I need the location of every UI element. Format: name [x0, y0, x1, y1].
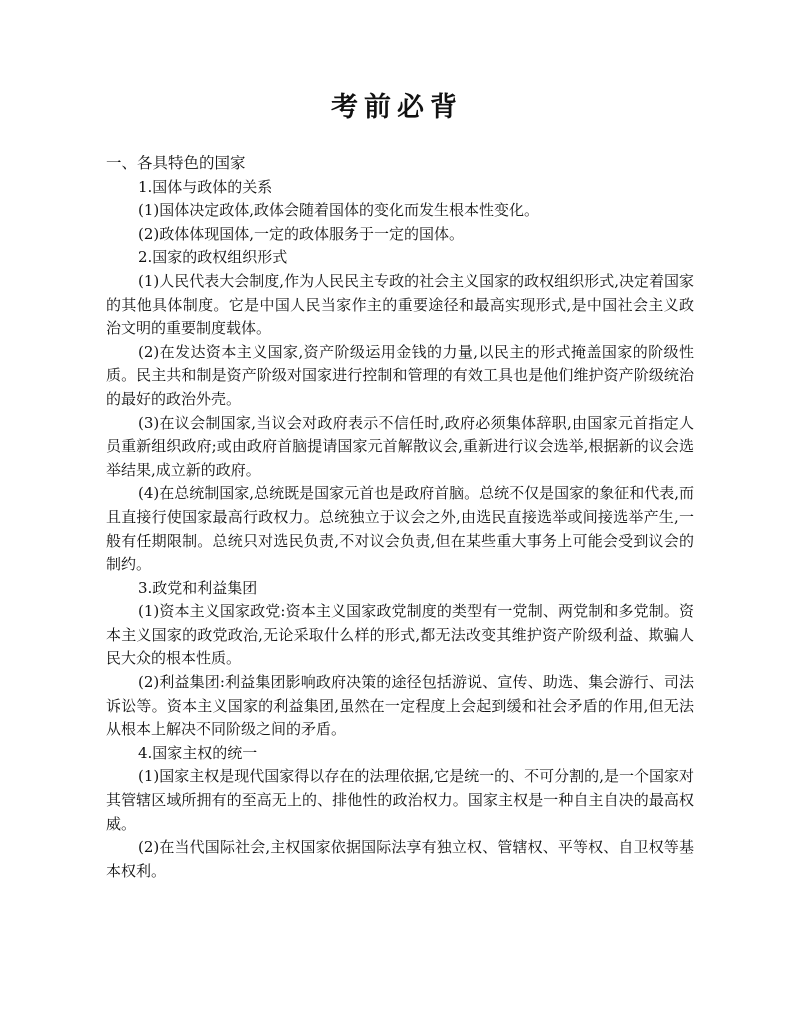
- paragraph: (2)利益集团:利益集团影响政府决策的途径包括游说、宣传、助选、集会游行、司法诉讼等。资本主义国家的利益集团,虽然在一定程度上会起到缓和社会矛盾的作用,但无法从根本上解决不同阶级之间的矛盾。: [106, 673, 694, 739]
- subsection-heading-1: 1.国体与政体的关系: [138, 177, 273, 196]
- subsection-heading-2: 2.国家的政权组织形式: [138, 248, 288, 267]
- paragraph: (1)人民代表大会制度,作为人民民主专政的社会主义国家的政权组织形式,决定着国家的其他具体制度。它是中国人民当家作主的重要途径和最高实现形式,是中国社会主义政治文明的重要制度载体。: [106, 271, 694, 338]
- paragraph: (1)国体决定政体,政体会随着国体的变化而发生根本性变化。: [138, 201, 540, 220]
- paragraph: (1)国家主权是现代国家得以存在的法理依据,它是统一的、不可分割的,是一个国家对其管辖区域所拥有的至高无上的、排他性的政治权力。国家主权是一种自主自决的最高权威。: [106, 767, 694, 833]
- section-heading: 一、各具特色的国家: [106, 154, 246, 172]
- paragraph: (3)在议会制国家,当议会对政府表示不信任时,政府必须集体辞职,由国家元首指定人员重新组织政府;或由政府首脑提请国家元首解散议会,重新进行议会选举,根据新的议会选举结果,成立新的政府。: [106, 413, 694, 479]
- paragraph: (2)在当代国际社会,主权国家依据国际法享有独立权、管辖权、平等权、自卫权等基本权利。: [106, 838, 694, 880]
- paragraph: (2)在发达资本主义国家,资产阶级运用金钱的力量,以民主的形式掩盖国家的阶级性质。民主共和制是资产阶级对国家进行控制和管理的有效工具也是他们维护资产阶级统治的最好的政治外壳。: [106, 342, 694, 408]
- subsection-heading-3: 3.政党和利益集团: [138, 578, 258, 597]
- paragraph: (1)资本主义国家政党:资本主义国家政党制度的类型有一党制、两党制和多党制。资本主义国家的政党政治,无论采取什么样的形式,都无法改变其维护资产阶级利益、欺骗人民大众的根本性质。: [106, 602, 694, 668]
- subsection-heading-4: 4.国家主权的统一: [138, 743, 258, 762]
- page-title: 考前必背: [331, 92, 463, 123]
- paragraph: (2)政体体现国体,一定的政体服务于一定的国体。: [138, 224, 465, 243]
- paragraph: (4)在总统制国家,总统既是国家元首也是政府首脑。总统不仅是国家的象征和代表,而且直接行使国家最高行政权力。总统独立于议会之外,由选民直接选举或间接选举产生,一般有任期限制。总统只对选民负责,不对议会负责,但在某些重大事务上可能会受到议会的制约。: [106, 484, 694, 574]
- document-body: [106, 152, 694, 883]
